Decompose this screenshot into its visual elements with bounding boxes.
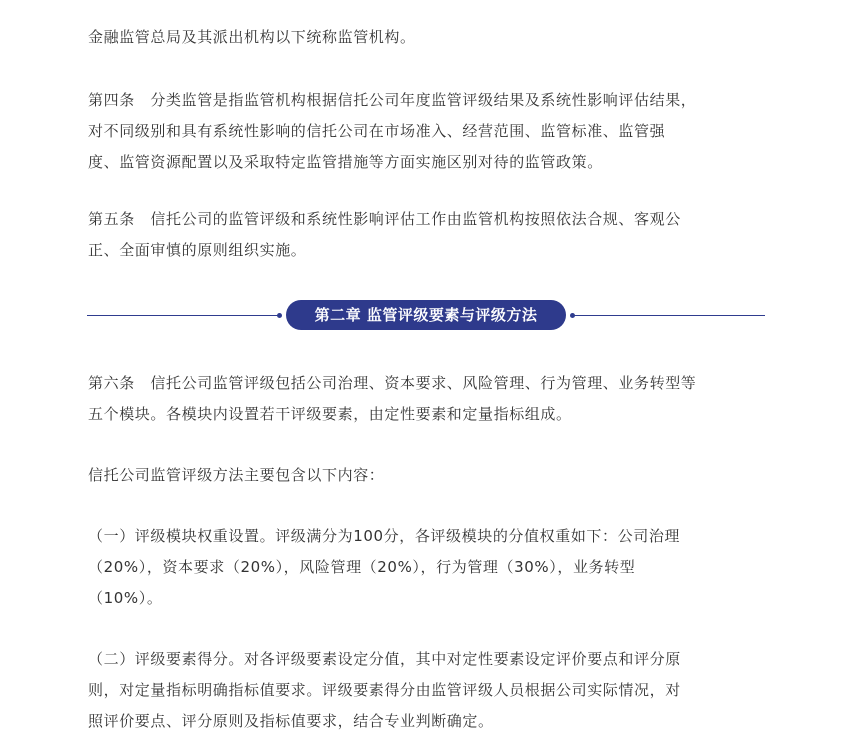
text-line: （10%）。 [88,589,163,607]
paragraph-method-intro [88,460,768,491]
text-line: 则，对定量指标明确指标值要求。评级要素得分由监管评级人员根据公司实际情况，对 [88,681,681,699]
text-line: 度、监管资源配置以及采取特定监管措施等方面实施区别对待的监管政策。 [88,153,603,171]
divider-line-right [573,315,765,316]
paragraph-intro-end [88,22,768,53]
paragraph-article-4 [88,85,768,178]
text-line: 金融监管总局及其派出机构以下统称监管机构。 [88,28,416,46]
text-line: （一）评级模块权重设置。评级满分为100分，各评级模块的分值权重如下：公司治理 [88,527,681,545]
paragraph-item-1 [88,521,768,614]
paragraph-item-2 [88,644,768,737]
text-line: 五个模块。各模块内设置若干评级要素，由定性要素和定量指标组成。 [88,405,572,423]
paragraph-article-6 [88,368,768,430]
text-line: 第四条 分类监管是指监管机构根据信托公司年度监管评级结果及系统性影响评估结果， [88,91,697,109]
paragraph-article-5 [88,204,768,266]
text-line: 正、全面审慎的原则组织实施。 [88,241,307,259]
text-line: （20%），资本要求（20%），风险管理（20%），行为管理（30%），业务转型 [88,558,636,576]
divider-dot-left [277,313,282,318]
text-line: 第五条 信托公司的监管评级和系统性影响评估工作由监管机构按照依法合规、客观公 [88,210,681,228]
text-line: 对不同级别和具有系统性影响的信托公司在市场准入、经营范围、监管标准、监管强 [88,122,666,140]
text-line: （二）评级要素得分。对各评级要素设定分值，其中对定性要素设定评价要点和评分原 [88,650,681,668]
chapter-heading [87,300,765,330]
divider-line-left [87,315,279,316]
text-line: 照评价要点、评分原则及指标值要求，结合专业判断确定。 [88,712,494,730]
chapter-title-badge: 第二章 监管评级要素与评级方法 [286,300,566,330]
text-line: 信托公司监管评级方法主要包含以下内容： [88,466,385,484]
text-line: 第六条 信托公司监管评级包括公司治理、资本要求、风险管理、行为管理、业务转型等 [88,374,697,392]
